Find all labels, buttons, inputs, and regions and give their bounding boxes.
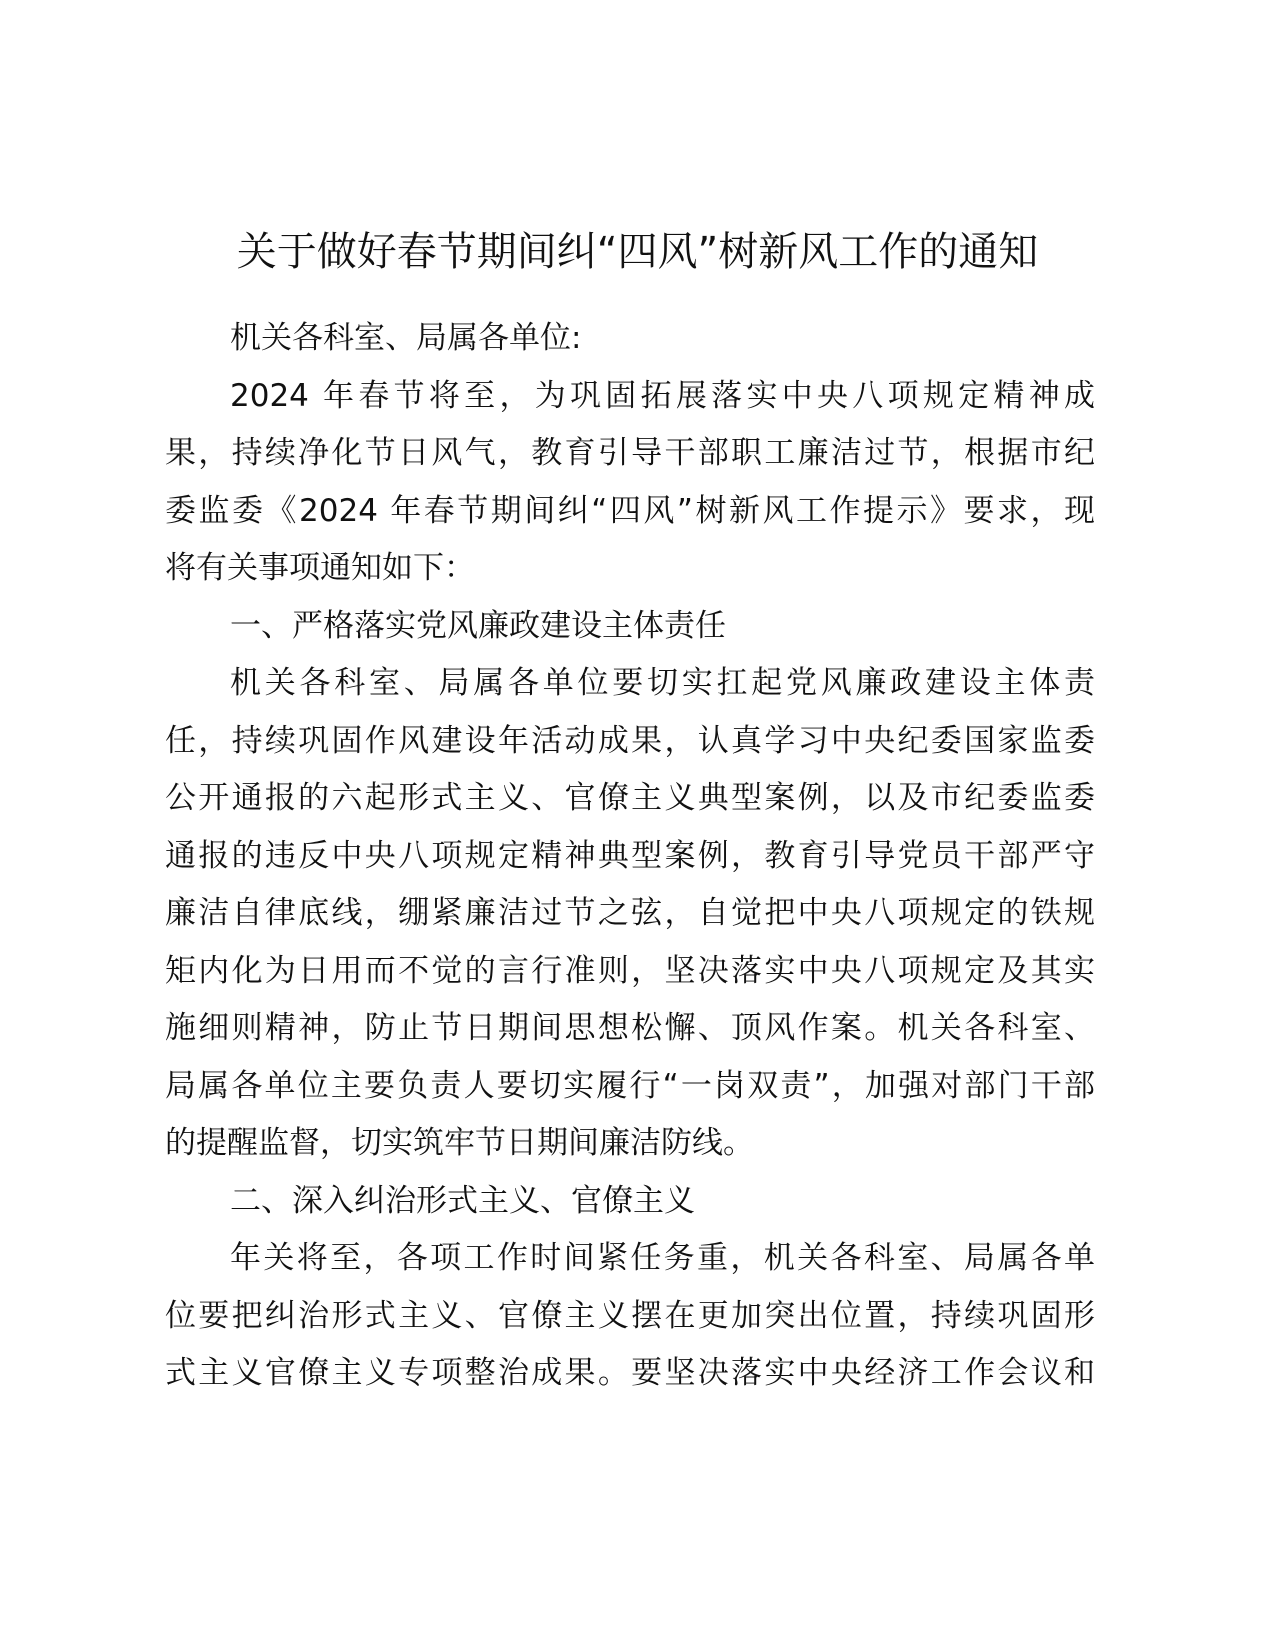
paragraph-line: 式主义官僚主义专项整治成果。要坚决落实中央经济工作会议和 xyxy=(165,1355,1095,1391)
paragraph-line: 局属各单位主要负责人要切实履行“一岗双责”，加强对部门干部 xyxy=(165,1067,1095,1104)
paragraph-1 xyxy=(165,368,1095,598)
section-heading-1: 一、严格落实党风廉政建设主体责任 xyxy=(230,607,726,644)
paragraph-line: 矩内化为日用而不觉的言行准则，坚决落实中央八项规定及其实 xyxy=(165,952,1095,989)
paragraph-line: 通报的违反中央八项规定精神典型案例，教育引导党员干部严守 xyxy=(165,837,1095,874)
paragraph-line: 委监委《2024 年春节期间纠“四风”树新风工作提示》要求，现 xyxy=(165,492,1095,529)
paragraph-line: 位要把纠治形式主义、官僚主义摆在更加突出位置，持续巩固形 xyxy=(165,1297,1095,1334)
paragraph-line: 机关各科室、局属各单位要切实扛起党风廉政建设主体责 xyxy=(230,665,1095,701)
paragraph-line: 施细则精神，防止节日期间思想松懈、顶风作案。机关各科室、 xyxy=(165,1010,1095,1046)
paragraph-line: 果，持续净化节日风气，教育引导干部职工廉洁过节，根据市纪 xyxy=(165,435,1095,471)
document-body xyxy=(165,310,1095,1403)
paragraph-3 xyxy=(165,1230,1095,1403)
paragraph-line: 公开通报的六起形式主义、官僚主义典型案例，以及市纪委监委 xyxy=(165,780,1095,816)
paragraph-line: 年关将至，各项工作时间紧任务重，机关各科室、局属各单 xyxy=(230,1240,1095,1276)
paragraph-line: 廉洁自律底线，绷紧廉洁过节之弦，自觉把中央八项规定的铁规 xyxy=(165,895,1095,931)
paragraph-line: 任，持续巩固作风建设年活动成果，认真学习中央纪委国家监委 xyxy=(165,722,1095,759)
paragraph-line: 将有关事项通知如下： xyxy=(165,550,475,586)
paragraph-line: 2024 年春节将至，为巩固拓展落实中央八项规定精神成 xyxy=(230,377,1095,414)
paragraph-line: 的提醒监督，切实筑牢节日期间廉洁防线。 xyxy=(165,1125,754,1161)
section-heading-2: 二、深入纠治形式主义、官僚主义 xyxy=(230,1182,695,1219)
paragraph-2 xyxy=(165,655,1095,1173)
salutation: 机关各科室、局属各单位: xyxy=(230,320,582,356)
document-title: 关于做好春节期间纠“四风”树新风工作的通知 xyxy=(236,229,1039,275)
